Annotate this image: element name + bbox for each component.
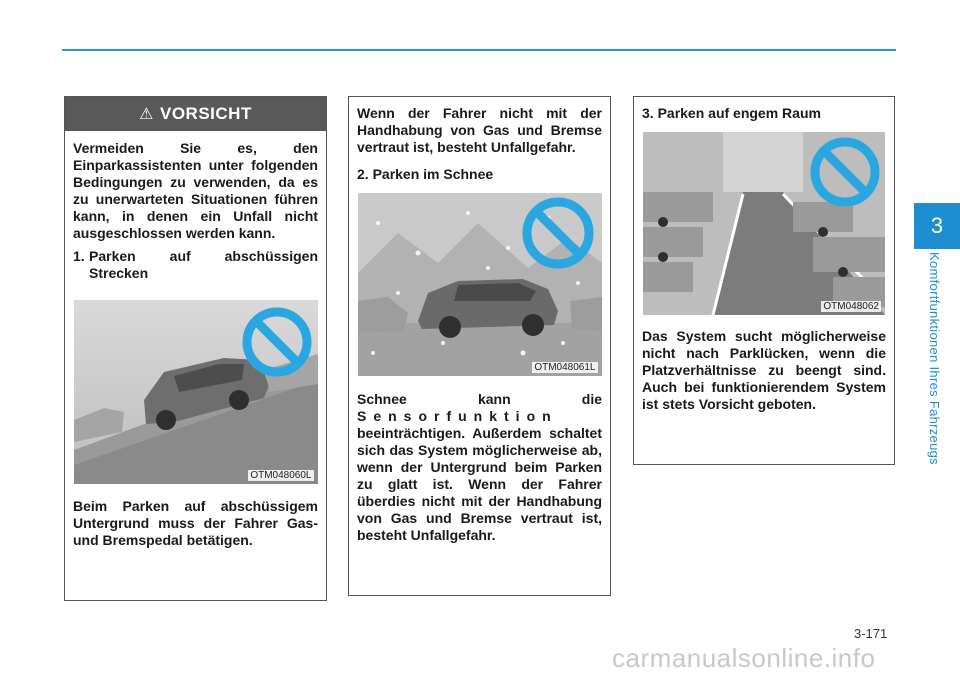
chapter-tab [914, 203, 960, 249]
figure-code: OTM048061L [534, 362, 596, 373]
column-2 [348, 96, 611, 596]
snow-text-line1: Schnee kann die [357, 391, 602, 407]
watermark: carmanualsonline.info [612, 643, 876, 673]
column-3 [633, 96, 895, 465]
list-item-slope [65, 248, 326, 282]
figure-narrow [643, 132, 885, 315]
figure-snow [358, 193, 602, 376]
caution-intro: Vermeiden Sie es, den Einparkassistenten unter folgenden Bedingungen zu verwenden, da es zu unerwarteten Situationen führen kann, in denen ein Unfall nicht ausgeschlossen werden kann. [73, 140, 318, 241]
chapter-number: 3 [930, 213, 944, 238]
warning-triangle-icon: ⚠ [139, 106, 154, 123]
snow-text: beeinträchtigen. Außerdem schaltet sich das System möglicherweise ab, wenn der Untergrund beim Parken zu glatt ist. Wenn der Fahrer überdies nicht mit der Handhabung von Gas und Bremse vertraut ist, besteht Unfallgefahr. [357, 425, 602, 543]
slope-text: Beim Parken auf abschüssigem Untergrund muss der Fahrer Gas- und Bremspedal betätigen. [73, 498, 318, 548]
list-number: 1. [73, 248, 85, 264]
caution-header [65, 97, 326, 131]
driver-warning-text: Wenn der Fahrer nicht mit der Handhabung von Gas und Bremse vertraut ist, besteht Unfallgefahr. [357, 105, 602, 155]
figure-slope [74, 300, 318, 484]
figure-code: OTM048060L [250, 470, 312, 481]
narrow-text: Das System sucht möglicherweise nicht nach Parklücken, wenn die Platzverhältnisse zu beengt sind. Auch bei funktionierendem System ist stets Vorsicht geboten. [642, 328, 886, 412]
top-rule [62, 49, 896, 51]
caution-box [64, 96, 327, 601]
snow-text-line2: Sensorfunktion [357, 408, 558, 424]
list-label: Parken auf abschüssigen Strecken [89, 248, 318, 281]
figure-code: OTM048062 [823, 301, 879, 312]
chapter-title: Komfortfunktionen Ihres Fahrzeugs [927, 252, 942, 465]
item-heading-snow: 2. Parken im Schnee [357, 166, 494, 182]
item-heading-narrow: 3. Parken auf engem Raum [642, 105, 821, 121]
page-number: 3-171 [854, 626, 888, 641]
caution-title: VORSICHT [160, 104, 252, 123]
